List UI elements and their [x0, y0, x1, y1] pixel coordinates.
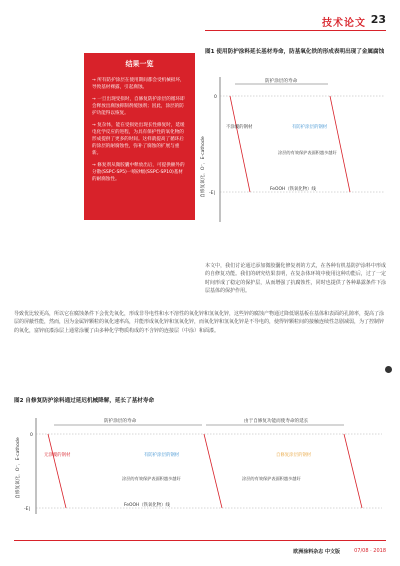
results-sidebar	[84, 53, 195, 220]
figure1-caption: 图1 使用防护涂料延长基材寿命，防基氧化铁的形成表明出现了金属腐蚀	[205, 49, 385, 55]
fig2-heal-label: 自修复涂层的钢材	[276, 453, 312, 458]
fig2-heal-line	[344, 434, 362, 508]
fig2-no-coat-label: 无涂覆的钢材	[44, 453, 71, 458]
fig2-coat-line	[204, 434, 222, 508]
figure2-caption: 图2 自修复防护涂料通过延迟机械降解，延长了基材寿命	[14, 398, 155, 404]
fig2-life-label: 防护涂层的寿命	[104, 419, 137, 424]
fig1-coat-label: 有防护涂层的钢材	[292, 125, 328, 130]
fig2-feooh-label: FeOOH（铁氧化物）线	[124, 503, 170, 508]
fig2-note1: 涂层的有效保护表面积越多越好	[122, 476, 181, 481]
footer-divider	[14, 540, 386, 541]
sidebar-title: 结果一览	[125, 60, 154, 68]
body-paragraph-right: 本文中，我们讨论通过添加微胶囊化修复剂的方式，在各种有机基防护涂料中形成的自修复功能。我们的研究结果表明，在复杂体环境中使用这种功能后，过了一定时间形成了稳定的保护层，从而增强了抗腐蚀性，同时也提供了各种暴露条件下涂层基体的保护作用。	[205, 263, 386, 294]
fig2-ext-label: 由于自修复功能而使寿命的延长	[244, 419, 309, 424]
footer-issue: 07/08 · 2018	[354, 548, 386, 554]
fig1-note: 涂层的有效保护表面积越多越好	[278, 150, 337, 155]
body-paragraph-left: 导致优比较更高，所以它在腐蚀条件下会优先氧化，形成非导电性和水不溶性的氧化锌和氢氧化锌，这些锌的腐蚀产物通过降低钢基板在基体和表面的孔隙率，提高了涂层的屏蔽性能，然而，因为金属锌颗粒的氧化速率高，并能形成氧化锌和氢氧化锌，而氧化锌和氢氧化锌是不导电的，使得锌颗粒间的接触连续性急剧减弱，为了控制锌的氧化，富锌底漆涂层上通常涂覆了由多种化学物质构成的不含锌的连接层（中涂）和面漆。	[14, 311, 385, 334]
footer-magazine: 欧洲涂料杂志 中文版	[293, 549, 340, 555]
page-number: 23	[370, 13, 386, 26]
header-divider	[205, 30, 386, 31]
fig2-ylabel: 自修复氧化，O⁻，E-cathode	[16, 437, 21, 499]
fig1-no-coat-label: 不涂覆的钢材	[226, 125, 253, 130]
fig1-coat-line	[330, 96, 350, 192]
sidebar-item: → 修复剂从微胶囊中释放出后，可提供额外的分散(SSPC-SP5)一喷砂级(SSPC-SP10)基材的耐腐蚀性。	[92, 163, 185, 182]
fig1-ylabel: 自修复氧化，O⁻，E-cathode	[201, 136, 206, 198]
fig1-feooh-label: FeOOH（铁氧化物）线	[270, 187, 316, 192]
fig2-zero-label: 0	[30, 433, 33, 438]
figure2-diagram	[14, 408, 386, 528]
fig1-zero-label: 0	[214, 95, 217, 100]
fig2-coat-label: 有防护涂层的钢材	[144, 453, 180, 458]
fig1-life-label: 防护涂层的寿命	[265, 79, 298, 84]
figure1-diagram	[200, 72, 390, 232]
fig1-no-coat-line	[230, 96, 250, 192]
sidebar-item: → 一旦出现受损时，自修复防护涂层的循环即会释放出腐蚀抑制剂缓蚀剂；因此，涂层的防护功能得以恢复。	[92, 97, 185, 116]
fig2-neg-label: -E|	[24, 507, 30, 512]
fig2-note2: 涂层的有效保护表面积越多越好	[242, 476, 301, 481]
sidebar-item: → 复杂体，能在受损处出现长性修复时，延缓电化学反应的进程，为具有保护性的氧化物的形成提供了更多的时间。这样就提高了循环后的涂层的耐腐蚀性，弥补了腐蚀的扩展与重新。	[92, 123, 185, 156]
fig1-neg-label: -E|	[209, 191, 215, 196]
continue-marker-icon	[385, 366, 392, 373]
section-title: 技术论文	[322, 18, 366, 29]
fig2-no-coat-line	[48, 434, 66, 508]
sidebar-item: → 所有防护涂层在使用期间都会受机械损坏，导致基材裸露，引起腐蚀。	[92, 78, 185, 90]
